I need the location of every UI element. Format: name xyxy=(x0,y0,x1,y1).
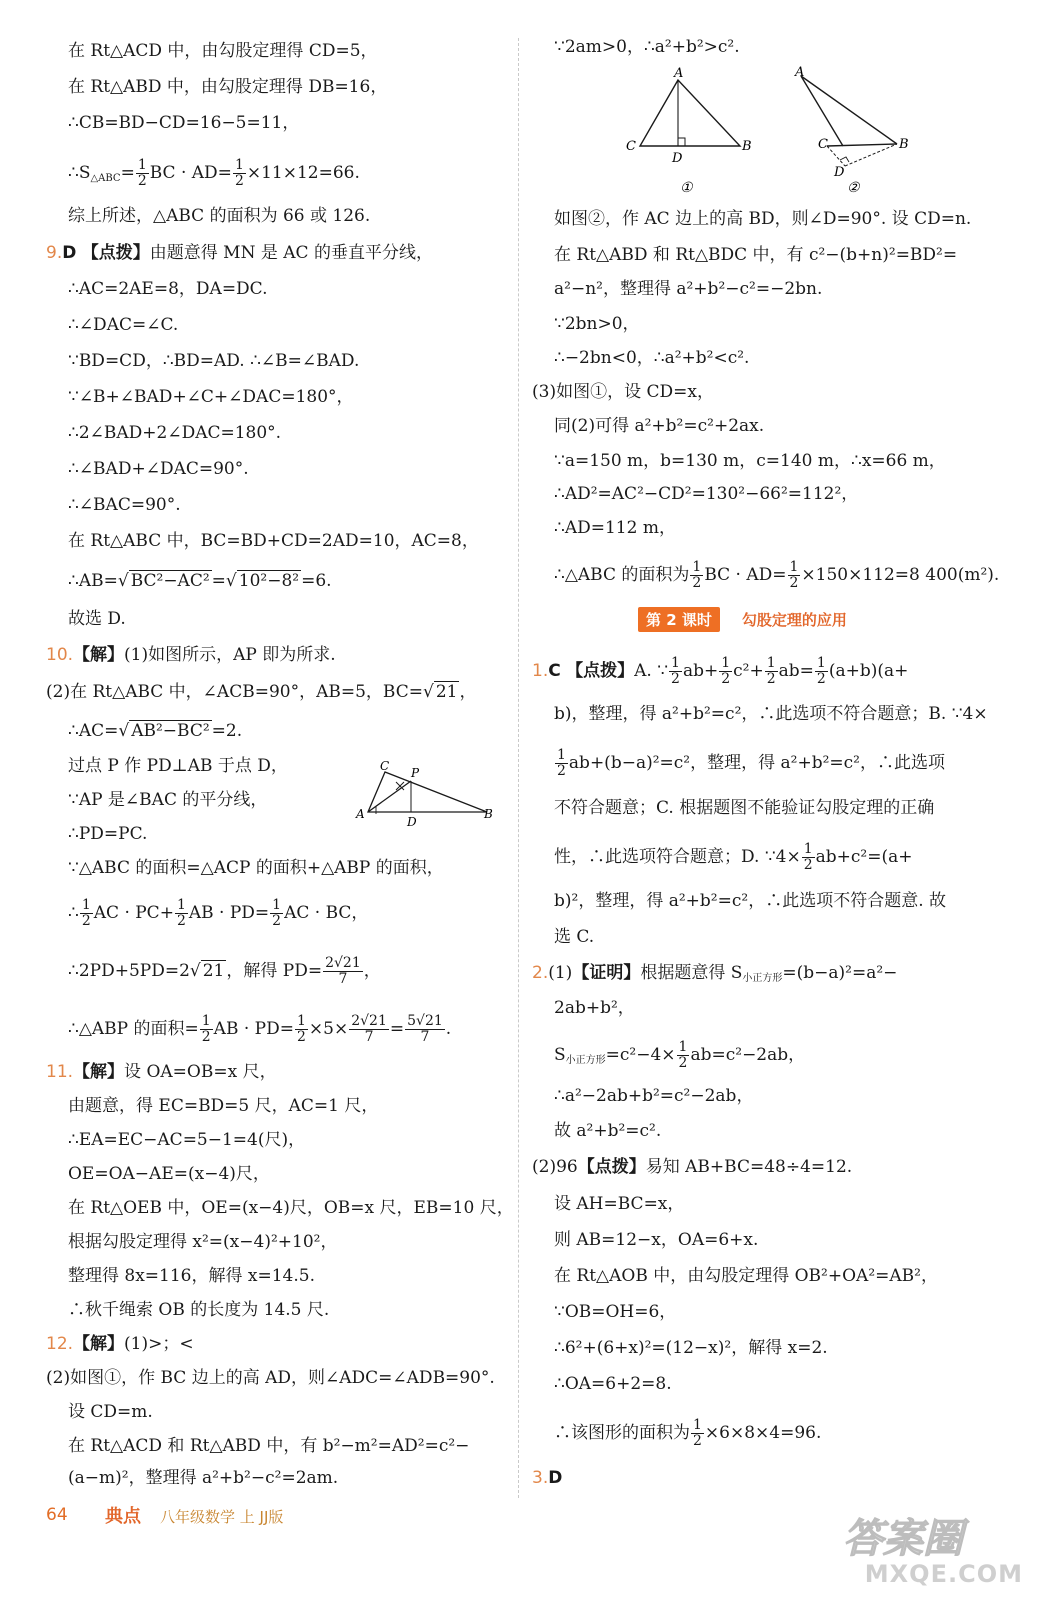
text-line: ∴AD=112 m， xyxy=(554,518,676,538)
text-line: ∴−2bn<0，∴a²+b²<c². xyxy=(554,348,750,368)
svg-text:B: B xyxy=(484,807,493,821)
text-line: ∴CB=BD−CD=16−5=11， xyxy=(68,113,300,133)
formula-line: $\therefore S_{\triangle ABC}=$ $\frac{1}{2}$ BC · AD= $\frac{1}{2}$ ×11×12=66. xyxy=(68,157,360,189)
formula-line: ∴AC=√ AB²−BC² =2. xyxy=(68,721,243,741)
text-line: 整理得 8x=116，解得 x=14.5. xyxy=(68,1266,315,1286)
svg-text:D: D xyxy=(407,815,417,829)
text-line: ∴a²−2ab+b²=c²−2ab， xyxy=(554,1086,754,1106)
formula-line: $\frac{1}{2}$ ab+(b−a)²=c²，整理，得 a²+b²=c²，∴此选项 xyxy=(557,747,945,779)
text-line: 在 Rt△AOB 中，由勾股定理得 OB²+OA²=AB²， xyxy=(554,1266,938,1286)
svg-text:答案圈: 答案圈 xyxy=(843,1515,963,1562)
text-line: ∴OA=6+2=8. xyxy=(554,1374,672,1394)
text-line: b)²，整理，得 a²+b²=c²，∴此选项不符合题意. 故 xyxy=(554,891,947,911)
triangle-figure-1 xyxy=(620,66,760,196)
section-heading xyxy=(638,606,847,632)
question-9: 9.D 【点拨】由题意得 MN 是 AC 的垂直平分线， xyxy=(46,243,433,263)
formula-line: (2)96【点拨】易知 AB+BC=48÷4=12. xyxy=(532,1157,853,1177)
text-line: ∴∠DAC=∠C. xyxy=(68,315,179,335)
text-line: 不符合题意；C. 根据题图不能验证勾股定理的正确 xyxy=(554,798,935,818)
text-line: OE=OA−AE=(x−4)尺， xyxy=(68,1164,270,1184)
svg-text:C: C xyxy=(818,137,828,152)
text-line: 在 Rt△ABC 中，BC=BD+CD=2AD=10，AC=8， xyxy=(68,531,479,551)
text-line: 故选 D. xyxy=(68,609,126,629)
text-line: 设 AH=BC=x， xyxy=(554,1194,685,1214)
text-line: ∴2∠BAD+2∠DAC=180°. xyxy=(68,423,282,443)
brand-logo: 典点 xyxy=(105,1506,141,1527)
problem-3: 3.D xyxy=(532,1468,563,1488)
svg-text:B: B xyxy=(899,137,909,152)
formula-line: ∴AB=√ BC²−AC² =√ 10²−8² =6. xyxy=(68,571,332,591)
text-line: ∴∠BAD+∠DAC=90°. xyxy=(68,459,249,479)
svg-text:①: ① xyxy=(680,180,693,196)
text-line: 如图②，作 AC 边上的高 BD，则∠D=90°. 设 CD=n. xyxy=(554,209,972,229)
question-10: 10.【解】(1)如图所示，AP 即为所求. xyxy=(46,645,336,665)
triangle-figure-2 xyxy=(785,66,925,196)
text-line: 根据勾股定理得 x²=(x−4)²+10²， xyxy=(68,1232,338,1252)
problem-2: 2.(1)【证明】根据题意得 $S_{小正方形}=(b-a)^2=a^2-$ xyxy=(532,963,898,984)
formula-line: ∴2PD+5PD=2√ 21 ，解得 PD= $\frac{2√21}{7}$ ， xyxy=(68,955,381,987)
formula-line: 性，∴此选项符合题意；D. ∵4× $\frac{1}{2}$ ab+c²=(a+ xyxy=(554,841,913,873)
text-line: (3)如图①，设 CD=x， xyxy=(532,382,714,402)
text-line: ∵OB=OH=6， xyxy=(554,1302,677,1322)
text-line: ∵AP 是∠BAC 的平分线， xyxy=(68,790,268,810)
text-line: ∵2am>0，∴a²+b²>c². xyxy=(554,37,740,57)
text-line: 2ab+b²， xyxy=(554,998,635,1018)
column-divider xyxy=(518,38,519,1498)
text-line: 由题意，得 EC=BD=5 尺，AC=1 尺， xyxy=(68,1096,379,1116)
text-line: 综上所述，△ABC 的面积为 66 或 126. xyxy=(68,206,371,226)
triangle-abp-figure xyxy=(352,756,502,832)
svg-text:C: C xyxy=(380,759,390,773)
text-line: ∴AD²=AC²−CD²=130²−66²=112²， xyxy=(554,484,859,504)
formula-line: ∴该图形的面积为 $\frac{1}{2}$ ×6×8×4=96. xyxy=(554,1417,822,1449)
text-line: a²−n²，整理得 a²+b²−c²=−2bn. xyxy=(554,279,823,299)
text-line: ∴PD=PC. xyxy=(68,824,148,844)
text-line: 设 CD=m. xyxy=(68,1402,153,1422)
svg-text:A: A xyxy=(356,807,365,821)
formula-line: (2)在 Rt△ABC 中，∠ACB=90°，AB=5，BC=√ 21 ， xyxy=(46,682,477,702)
svg-text:D: D xyxy=(834,165,845,180)
text-line: 在 Rt△ACD 中，由勾股定理得 CD=5， xyxy=(68,41,378,61)
text-line: ∴秋千绳索 OB 的长度为 14.5 尺. xyxy=(68,1300,330,1320)
formula-line: $S_{小正方形}=c^2-4\times$ $\frac{1}{2}$ ab=c²−2ab， xyxy=(554,1039,806,1071)
question-11: 11.【解】设 OA=OB=x 尺， xyxy=(46,1062,277,1082)
svg-text:②: ② xyxy=(847,180,860,196)
text-line: (a−m)²，整理得 a²+b²−c²=2am. xyxy=(68,1468,339,1488)
formula-line: ∴△ABC 的面积为 $\frac{1}{2}$ BC · AD= $\frac{1}{2}$ ×150×112=8 400(m²). xyxy=(554,559,1000,591)
text-line: 在 Rt△OEB 中，OE=(x−4)尺，OB=x 尺，EB=10 尺， xyxy=(68,1198,514,1218)
text-line: 过点 P 作 PD⊥AB 于点 D， xyxy=(68,756,288,776)
text-line: 在 Rt△ABD 中，由勾股定理得 DB=16， xyxy=(68,77,388,97)
page-number: 64 xyxy=(46,1505,68,1525)
text-line: ∵a=150 m，b=130 m，c=140 m，∴x=66 m， xyxy=(554,451,946,471)
text-line: 选 C. xyxy=(554,927,595,947)
formula-line: ∴ $\frac{1}{2}$ AC · PC+ $\frac{1}{2}$ AB · PD= $\frac{1}{2}$ AC · BC， xyxy=(68,897,369,929)
watermark-text: MXQE.COM xyxy=(864,1560,1023,1588)
text-line: ∵2bn>0， xyxy=(554,314,640,334)
svg-text:A: A xyxy=(795,66,805,80)
svg-text:C: C xyxy=(626,139,636,154)
text-line: ∴EA=EC−AC=5−1=4(尺)， xyxy=(68,1130,306,1150)
problem-1: 1.C 【点拨】A. ∵ $\frac{1}{2}$ ab+ $\frac{1}{2}$ c²+ $\frac{1}{2}$ ab= $\frac{1}{2}$ (a+b)(a+ xyxy=(532,655,909,687)
text-line: ∴AC=2AE=8，DA=DC. xyxy=(68,279,268,299)
text-line: 在 Rt△ABD 和 Rt△BDC 中，有 c²−(b+n)²=BD²= xyxy=(554,245,958,265)
lesson-title: 勾股定理的应用 xyxy=(741,610,847,629)
text-line: 故 a²+b²=c². xyxy=(554,1121,662,1141)
text-line: ∴∠BAC=90°. xyxy=(68,495,181,515)
text-line: ∵△ABC 的面积=△ACP 的面积+△ABP 的面积， xyxy=(68,858,444,878)
text-line: b)，整理，得 a²+b²=c²，∴此选项不符合题意；B. ∵4× xyxy=(554,704,988,724)
text-line: 则 AB=12−x，OA=6+x. xyxy=(554,1230,759,1250)
text-line: ∴6²+(6+x)²=(12−x)²，解得 x=2. xyxy=(554,1338,828,1358)
lesson-badge: 第 2 课时 xyxy=(638,607,720,632)
text-line: ∵BD=CD，∴BD=AD. ∴∠B=∠BAD. xyxy=(68,351,360,371)
formula-line: ∴△ABP 的面积= $\frac{1}{2}$ AB · PD= $\frac{1}{2}$ ×5× $\frac{2√21}{7}$ = $\frac{5√21}{7}$ . xyxy=(68,1013,452,1045)
svg-text:D: D xyxy=(672,151,683,166)
svg-text:P: P xyxy=(411,766,420,780)
svg-text:A: A xyxy=(674,66,684,81)
text-line: (2)如图①，作 BC 边上的高 AD，则∠ADC=∠ADB=90°. xyxy=(46,1368,495,1388)
text-line: 在 Rt△ACD 和 Rt△ABD 中，有 b²−m²=AD²=c²− xyxy=(68,1436,470,1456)
text-line: 同(2)可得 a²+b²=c²+2ax. xyxy=(554,416,765,436)
svg-text:B: B xyxy=(742,139,752,154)
text-line: ∵∠B+∠BAD+∠C+∠DAC=180°， xyxy=(68,387,354,407)
book-title: 八年级数学 上 JJ版 xyxy=(160,1508,284,1526)
question-12: 12.【解】(1)>；< xyxy=(46,1334,194,1354)
